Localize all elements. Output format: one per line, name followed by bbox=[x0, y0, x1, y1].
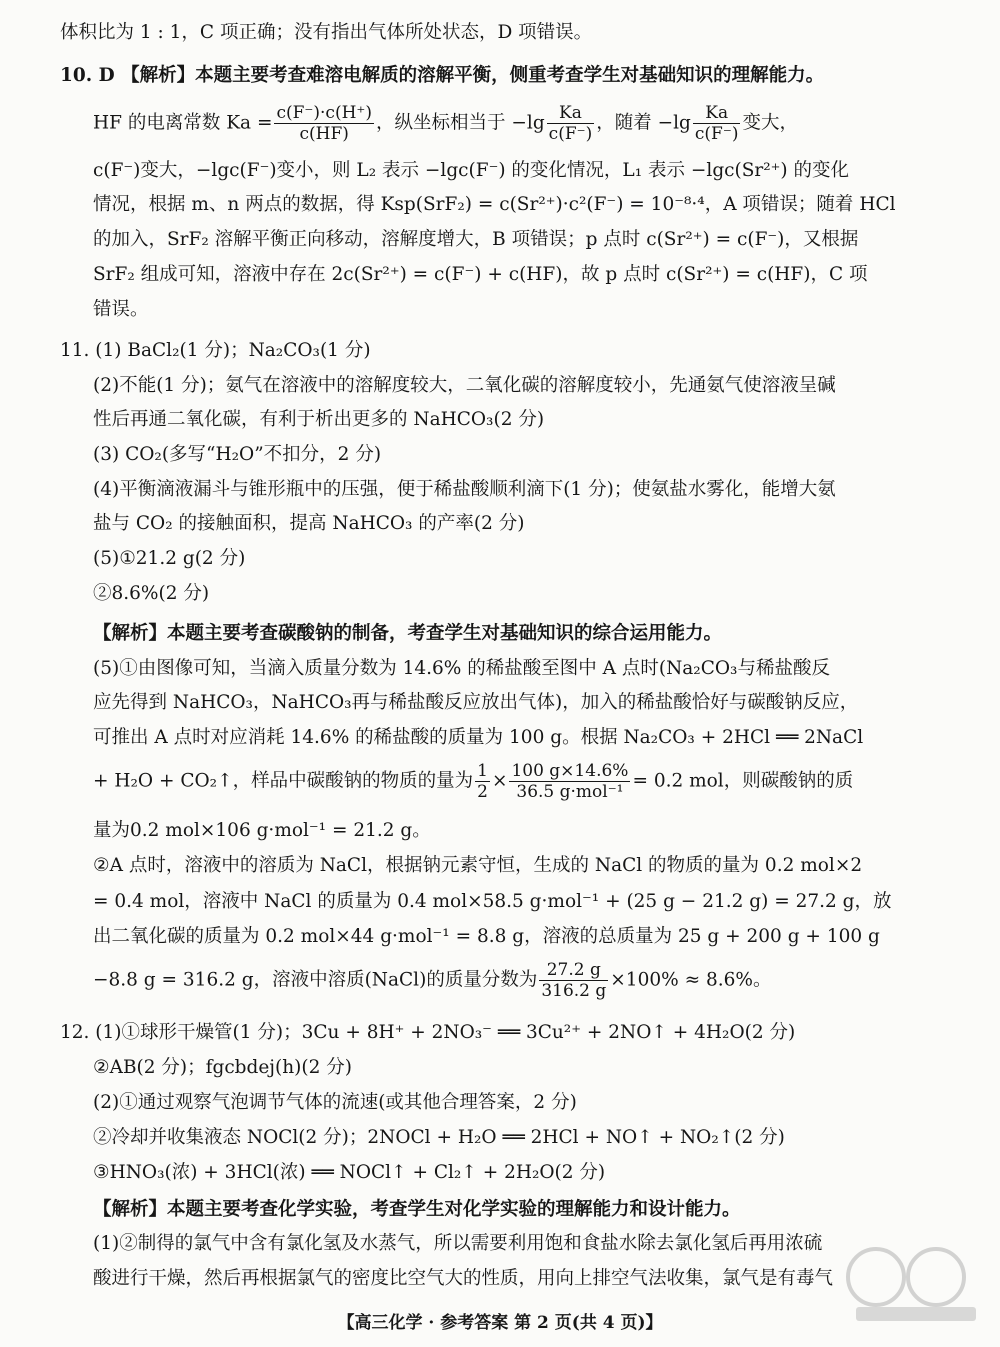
text-line: 的加入，SrF₂ 溶解平衡正向移动，溶解度增大，B 项错误；p 点时 c(Sr²⁺) = c(F⁻)，又根据 bbox=[93, 229, 859, 250]
fraction: $\frac{27.2 g}{316.2 g}$ bbox=[541, 960, 607, 1001]
fraction: $\frac{c(F^-)\cdot c(H^+)}{c(HF)}$ bbox=[276, 103, 373, 144]
text-line: 应先得到 NaHCO₃，NaHCO₃再与稀盐酸反应放出气体)，加入的稀盐酸恰好与碳酸钠反应， bbox=[93, 692, 859, 713]
text-line: ②AB(2 分)；fgcbdej(h)(2 分) bbox=[93, 1057, 352, 1078]
text-line: 体积比为 1 : 1，C 项正确；没有指出气体所处状态，D 项错误。 bbox=[60, 22, 593, 43]
formula-line-na2co3: + H₂O + CO₂↑，样品中碳酸钠的物质的量为 $\frac{1}{2}$ × $\frac{100 g\times 14.6\%}{\text{36.5 g·mol⁻¹}}$ = 0.2 mol，则碳酸钠的质 bbox=[93, 761, 854, 802]
watermark-logo-icon bbox=[836, 1237, 986, 1327]
text-line: 错误。 bbox=[93, 299, 149, 320]
text-line: (2)不能(1 分)；氨气在溶液中的溶解度较大，二氧化碳的溶解度较小，先通氨气使溶液呈碱 bbox=[93, 375, 836, 396]
text-line: 出二氧化碳的质量为 0.2 mol×44 g·mol⁻¹ = 8.8 g，溶液的总质量为 25 g + 200 g + 100 g bbox=[93, 926, 880, 947]
text-line: ②冷却并收集液态 NOCl(2 分)；2NOCl + H₂O ══ 2HCl + NO↑ + NO₂↑(2 分) bbox=[93, 1127, 785, 1148]
text-line: 性后再通二氧化碳，有利于析出更多的 NaHCO₃(2 分) bbox=[93, 409, 545, 430]
page-footer: 【高三化学 · 参考答案 第 2 页(共 4 页)】 bbox=[337, 1313, 663, 1333]
text-line: ②8.6%(2 分) bbox=[93, 583, 210, 604]
text-line: 量为0.2 mol×106 g·mol⁻¹ = 21.2 g。 bbox=[93, 820, 431, 841]
answer-12-header: 12. (1)①球形干燥管(1 分)；3Cu + 8H⁺ + 2NO₃⁻ ══ 3Cu²⁺ + 2NO↑ + 4H₂O(2 分) bbox=[60, 1022, 796, 1043]
text-line: (4)平衡滴液漏斗与锥形瓶中的压强，便于稀盐酸顺利滴下(1 分)；使氨盐水雾化，能增大氨 bbox=[93, 479, 836, 500]
text-line: ③HNO₃(浓) + 3HCl(浓) ══ NOCl↑ + Cl₂↑ + 2H₂O(2 分) bbox=[93, 1162, 606, 1183]
fraction: $\frac{Ka}{c(F^-)}$ bbox=[548, 103, 593, 144]
text-line: SrF₂ 组成可知，溶液中存在 2c(Sr²⁺) = c(F⁻) + c(HF)，故 p 点时 c(Sr²⁺) = c(HF)，C 项 bbox=[93, 264, 868, 285]
text-line: = 0.4 mol，溶液中 NaCl 的质量为 0.4 mol×58.5 g·mol⁻¹ + (25 g − 21.2 g) = 27.2 g，放 bbox=[93, 891, 892, 912]
formula-line-percent: −8.8 g = 316.2 g，溶液中溶质(NaCl)的质量分数为 $\frac{27.2 g}{316.2 g}$ ×100% ≈ 8.6%。 bbox=[93, 960, 772, 1001]
analysis-12-header: 【解析】本题主要考查化学实验，考查学生对化学实验的理解能力和设计能力。 bbox=[93, 1199, 741, 1220]
fraction: $\frac{Ka}{c(F^-)}$ bbox=[694, 103, 739, 144]
fraction: $\frac{1}{2}$ bbox=[477, 761, 488, 802]
text-line: (5)①21.2 g(2 分) bbox=[93, 548, 246, 569]
answer-11-header: 11. (1) BaCl₂(1 分)；Na₂CO₃(1 分) bbox=[60, 340, 371, 361]
fraction: $\frac{100 g\times 14.6\%}{\text{36.5 g·mol⁻¹}}$ bbox=[511, 761, 629, 802]
analysis-11-header: 【解析】本题主要考查碳酸钠的制备，考查学生对基础知识的综合运用能力。 bbox=[93, 623, 723, 644]
text-line: c(F⁻)变大，−lgc(F⁻)变小，则 L₂ 表示 −lgc(F⁻) 的变化情况，L₁ 表示 −lgc(Sr²⁺) 的变化 bbox=[93, 160, 850, 181]
text-line: (1)②制得的氯气中含有氯化氢及水蒸气，所以需要利用饱和食盐水除去氯化氢后再用浓硫 bbox=[93, 1233, 823, 1254]
text-line: 情况，根据 m、n 两点的数据，得 Ksp(SrF₂) = c(Sr²⁺)·c²(F⁻) = 10⁻⁸·⁴，A 项错误；随着 HCl bbox=[93, 194, 896, 215]
text-line: (2)①通过观察气泡调节气体的流速(或其他合理答案，2 分) bbox=[93, 1092, 577, 1113]
answer-10-header: 10. D 【解析】本题主要考查难溶电解质的溶解平衡，侧重考查学生对基础知识的理解能力。 bbox=[60, 65, 825, 86]
text-line: ②A 点时，溶液中的溶质为 NaCl，根据钠元素守恒，生成的 NaCl 的物质的量为 0.2 mol×2 bbox=[93, 855, 863, 876]
text-line: 盐与 CO₂ 的接触面积，提高 NaHCO₃ 的产率(2 分) bbox=[93, 513, 525, 534]
text-line: 可推出 A 点时对应消耗 14.6% 的稀盐酸的质量为 100 g。根据 Na₂CO₃ + 2HCl ══ 2NaCl bbox=[93, 727, 864, 748]
formula-line-hf: HF 的电离常数 Ka = $\frac{c(F^-)\cdot c(H^+)}{c(HF)}$ ，纵坐标相当于 −lg $\frac{Ka}{c(F^-)}$ ，随着 −lg $\frac{Ka}{c(F^-)}$ 变大， bbox=[93, 103, 798, 144]
text-line: (3) CO₂(多写“H₂O”不扣分，2 分) bbox=[93, 444, 382, 465]
text-line: 酸进行干燥，然后再根据氯气的密度比空气大的性质，用向上排空气法收集，氯气是有毒气 bbox=[93, 1268, 834, 1289]
text-line: (5)①由图像可知，当滴入质量分数为 14.6% 的稀盐酸至图中 A 点时(Na₂CO₃与稀盐酸反 bbox=[93, 658, 830, 679]
